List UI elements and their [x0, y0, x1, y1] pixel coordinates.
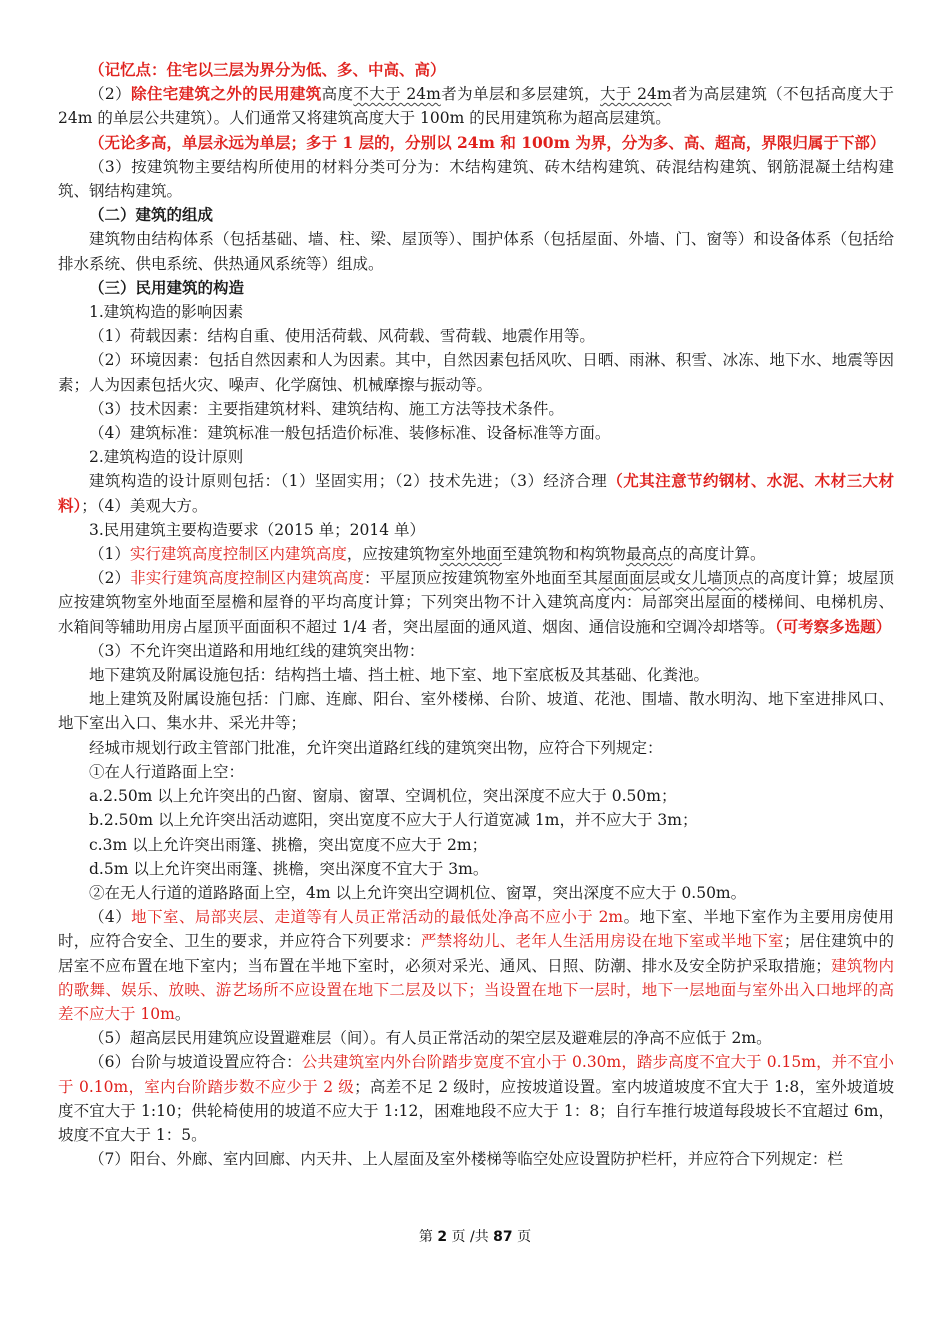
paragraph: [58, 445, 894, 469]
paragraph: [58, 227, 894, 275]
text-run: 地下室、局部夹层、走道等有人员正常活动的最低处净高不应小于 2m: [131, 908, 624, 927]
footer-total-pages: 87: [493, 1229, 513, 1245]
text-run: 女儿墙顶点: [675, 569, 754, 588]
paragraph: [58, 639, 894, 663]
footer-suffix: 页: [512, 1229, 532, 1245]
text-run: ②在无人行道的道路路面上空，4m 以上允许突出空调机位、窗罩，突出深度不应大于 0.50m。: [89, 883, 747, 902]
paragraph: [58, 663, 894, 687]
text-run: d.5m 以上允许突出雨篷、挑檐，突出深度不宜大于 3m。: [89, 859, 489, 878]
text-run: 不大于 24m: [353, 85, 441, 104]
paragraph: [58, 276, 894, 300]
paragraph: [58, 155, 894, 203]
text-run: 建筑物由结构体系（包括基础、墙、柱、梁、屋顶等）、围护体系（包括屋面、外墙、门、窗等）和设备体系（包括给排水系统、供电系统、供热通风系统等）组成。: [58, 230, 894, 273]
text-run: 地下建筑及附属设施包括：结构挡土墙、挡土桩、地下室、地下室底板及其基础、化粪池。: [89, 666, 710, 685]
text-run: 的高度计算。: [672, 545, 766, 564]
text-run: （2）: [89, 569, 131, 588]
paragraph: [58, 760, 894, 784]
text-run: a.2.50m 以上允许突出的凸窗、窗扇、窗罩、空调机位，突出深度不应大于 0.50m；: [89, 787, 677, 806]
text-run: ；居住建筑中的居室不应布置在地下室内；当布置在半地下室时，必须对采光、通风、日照、防潮、排水及安全防护采取措施；: [58, 932, 894, 975]
footer-middle: 页 /共: [447, 1229, 494, 1245]
text-run: 的高度计算；坡屋顶应按建筑物室外地面至屋檐和屋脊的平均高度计算；下列突出物不计入建筑高度内：局部突出屋面的楼梯间、电梯机房、水箱间等辅助用房占屋顶平面面积不超过 1/4 者，突出屋面的通风道、烟囱、通信设施和空调冷却塔等。: [58, 569, 894, 636]
paragraph: [58, 784, 894, 808]
text-run: 经城市规划行政主管部门批准，允许突出道路红线的建筑突出物，应符合下列规定：: [89, 738, 663, 757]
text-run: 或: [660, 569, 676, 588]
paragraph: [58, 881, 894, 905]
paragraph: [58, 348, 894, 396]
text-run: （4）建筑标准：建筑标准一般包括造价标准、装修标准、设备标准等方面。: [89, 424, 611, 443]
paragraph: [58, 808, 894, 832]
text-run: （记忆点：住宅以三层为界分为低、多、中高、高）: [89, 60, 446, 79]
text-run: 至建筑物和构筑物: [501, 545, 626, 564]
footer-prefix: 第: [418, 1229, 438, 1245]
text-run: 非实行建筑高度控制区内建筑高度: [130, 569, 364, 588]
text-run: （2）环境因素：包括自然因素和人为因素。其中，自然因素包括风吹、日晒、雨淋、积雪、冰冻、地下水、地震等因素；人为因素包括火灾、噪声、化学腐蚀、机械摩擦与振动等。: [58, 351, 894, 394]
text-run: 严禁将幼儿、老年人生活用房设在地下室或半地下室: [420, 932, 784, 951]
text-run: （三）民用建筑的构造: [89, 277, 245, 297]
text-run: 除住宅建筑之外的民用建筑: [131, 84, 322, 104]
text-run: （尤其注意节约钢材、水泥、木材三大材料）: [58, 471, 894, 515]
text-run: ；高差不足 2 级时，应按坡道设置。室内坡道坡度不宜大于 1:8，室外坡道坡度不宜大于 1:10；供轮椅使用的坡道不应大于 1:12，困难地段不应大于 1：8；自行车推行坡道每段坡长不宜超过 6m，坡度不宜大于 1：5。: [58, 1077, 894, 1144]
paragraph: [58, 1050, 894, 1147]
text-run: ①在人行道路面上空：: [89, 762, 245, 781]
text-run: （3）技术因素：主要指建筑材料、建筑结构、施工方法等技术条件。: [89, 399, 564, 418]
paragraph: [58, 469, 894, 517]
text-run: （无论多高，单层永远为单层；多于 1 层的，分别以 24m 和 100m 为界，分为多、高、超高，界限归属于下部）: [89, 132, 886, 152]
text-run: 1.建筑构造的影响因素: [89, 303, 244, 322]
text-run: c.3m 以上允许突出雨篷、挑檐，突出宽度不应大于 2m；: [89, 835, 488, 854]
text-run: （3）按建筑物主要结构所使用的材料分类可分为：木结构建筑、砖木结构建筑、砖混结构建筑、钢筋混凝土结构建筑、钢结构建筑。: [58, 157, 894, 201]
text-run: （4）: [89, 908, 132, 927]
paragraph: [58, 905, 894, 1026]
text-run: 室外地面: [439, 545, 502, 564]
text-run: （2）: [89, 85, 132, 104]
paragraph: [58, 1147, 894, 1171]
text-run: 公共建筑室内外台阶踏步宽度不宜小于 0.30m，踏步高度不宜大于 0.15m，并不宜小于 0.10m，室内台阶踏步数不应少于 2 级: [58, 1053, 894, 1096]
text-run: （二）建筑的组成: [89, 205, 214, 225]
paragraph: [58, 542, 894, 566]
text-run: ：平屋顶应按建筑物室外地面至其: [363, 569, 598, 588]
text-run: 建筑构造的设计原则包括：（1）坚固实用；（2）技术先进；（3）经济合理: [89, 472, 608, 491]
text-run: （5）超高层民用建筑应设置避难层（间）。有人员正常活动的架空层及避难层的净高不应低于 2m。: [89, 1029, 772, 1048]
text-run: 者为高层建筑（不包括高度大于 24m 的单层公共建筑）。人们通常又将建筑高度大于 100m 的民用建筑称为超高层建筑。: [58, 85, 894, 128]
paragraph: [58, 300, 894, 324]
text-run: b.2.50m 以上允许突出活动遮阳，突出宽度不应大于人行道宽减 1m，并不应大于 3m；: [89, 811, 698, 830]
paragraph: [58, 566, 894, 639]
text-run: （1）荷载因素：结构自重、使用活荷载、风荷载、雪荷载、地震作用等。: [89, 327, 595, 346]
text-run: 3.民用建筑主要构造要求（2015 单；2014 单）: [89, 520, 426, 539]
document-body: [58, 58, 894, 1171]
text-run: （7）阳台、外廊、室内回廊、内天井、上人屋面及室外楼梯等临空处应设置防护栏杆，并应符合下列规定：栏: [89, 1150, 843, 1169]
text-run: （1）: [89, 545, 130, 564]
text-run: 实行建筑高度控制区内建筑高度: [129, 545, 347, 564]
paragraph: [58, 857, 894, 881]
paragraph: [58, 421, 894, 445]
text-run: 者为单层和多层建筑，: [440, 85, 601, 104]
text-run: （可考察多选题）: [774, 616, 892, 636]
paragraph: [58, 1026, 894, 1050]
text-run: 屋面面层: [597, 569, 661, 588]
page-footer: [0, 1226, 950, 1246]
paragraph: [58, 687, 894, 735]
text-run: （3）不允许突出道路和用地红线的建筑突出物：: [89, 641, 425, 660]
text-run: 。地下室、半地下室作为主要用房使用时，应符合安全、卫生的要求，并应符合下列要求：: [58, 908, 894, 951]
paragraph: [58, 58, 894, 82]
footer-page-number: 2: [437, 1229, 448, 1245]
paragraph: [58, 82, 894, 130]
text-run: 最高点: [625, 545, 673, 564]
text-run: 。: [174, 1004, 191, 1023]
paragraph: [58, 833, 894, 857]
text-run: 地上建筑及附属设施包括：门廊、连廊、阳台、室外楼梯、台阶、坡道、花池、围墙、散水明沟、地下室进排风口、地下室出入口、集水井、采光井等；: [58, 690, 894, 733]
text-run: 高度: [321, 85, 354, 104]
text-run: （6）台阶与坡道设置应符合：: [89, 1053, 302, 1072]
paragraph: [58, 324, 894, 348]
paragraph: [58, 131, 894, 155]
paragraph: [58, 518, 894, 542]
text-run: 大于 24m: [600, 85, 672, 104]
paragraph: [58, 736, 894, 760]
paragraph: [58, 397, 894, 421]
text-run: 2.建筑构造的设计原则: [89, 448, 244, 467]
paragraph: [58, 203, 894, 227]
text-run: ；（4）美观大方。: [81, 496, 208, 515]
text-run: 建筑物内的歌舞、娱乐、放映、游艺场所不应设置在地下二层及以下；当设置在地下一层时，地下一层地面与室外出入口地坪的高差不应大于 10m: [58, 956, 894, 1023]
text-run: ，应按建筑物: [346, 545, 440, 564]
